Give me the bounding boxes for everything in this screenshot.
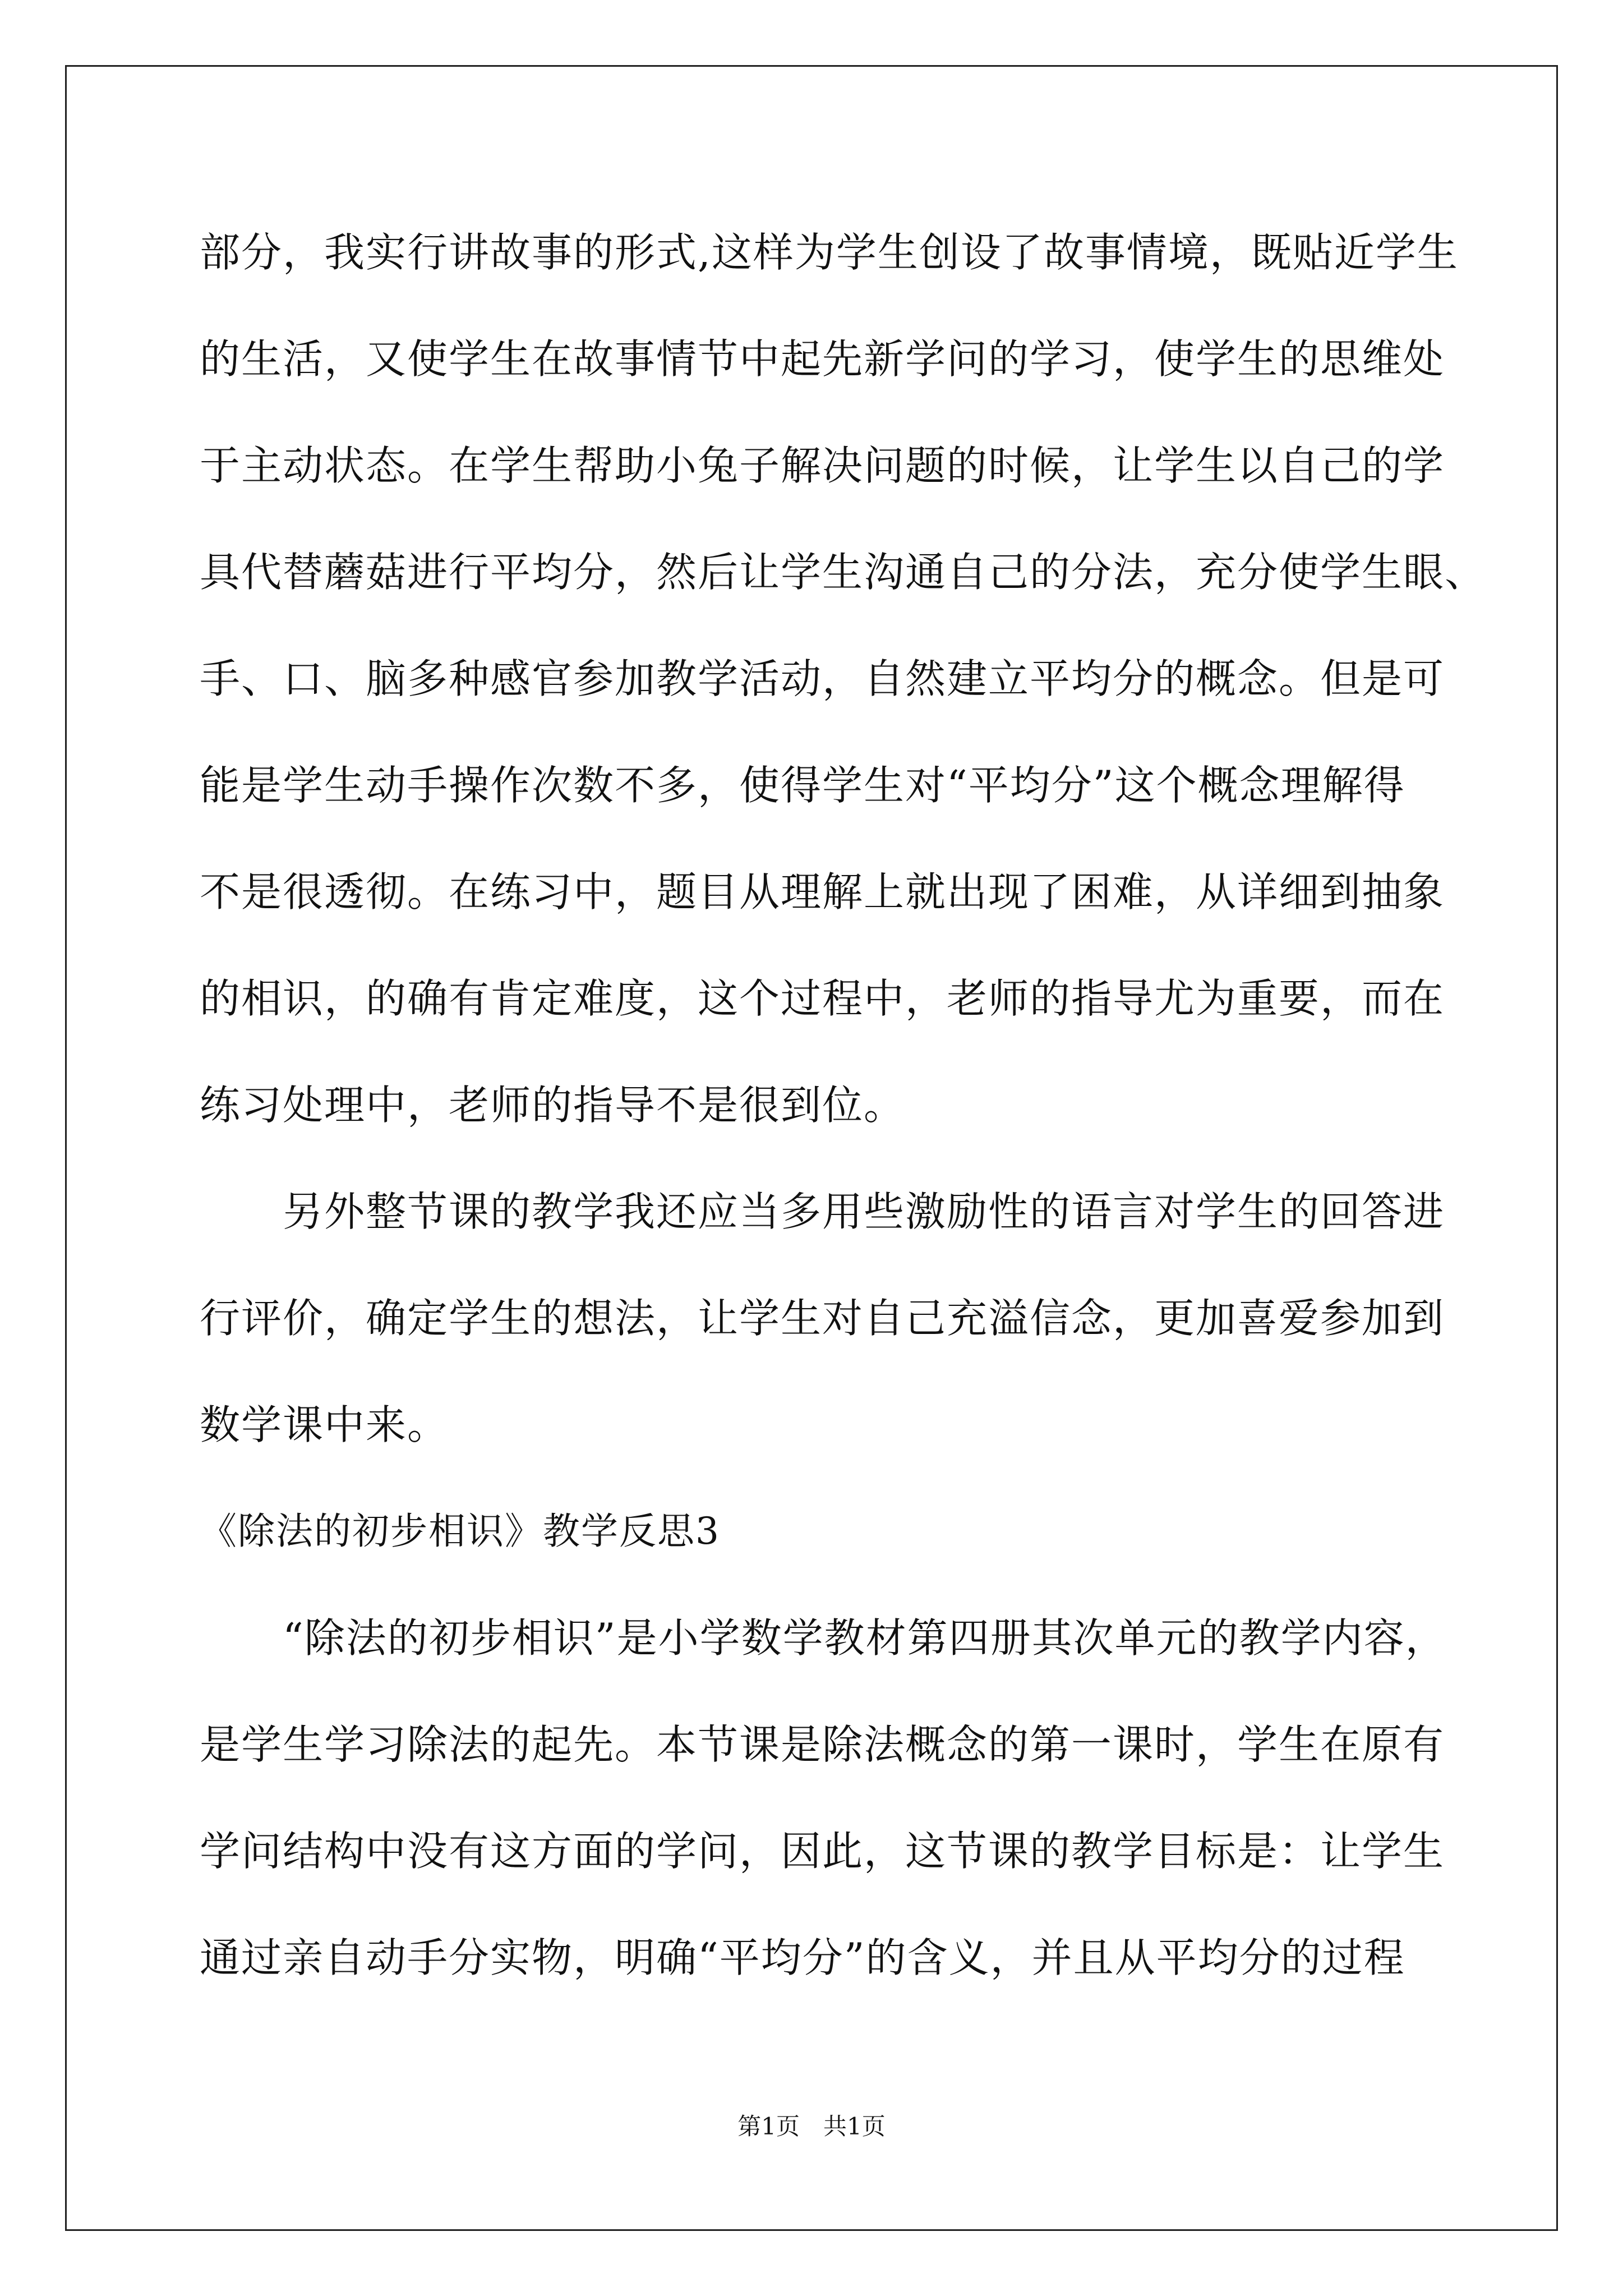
text-line: 具代替蘑菇进行平均分，然后让学生沟通自己的分法，充分使学生眼、 [200,549,1487,596]
text-line: 不是很透彻。在练习中，题目从理解上就出现了困难，从详细到抽象 [200,868,1445,915]
text-line: 练习处理中，老师的指导不是很到位。 [200,1082,906,1129]
text-line: 的相识，的确有肯定难度，这个过程中，老师的指导尤为重要，而在 [200,975,1445,1022]
text-line: 是学生学习除法的起先。本节课是除法概念的第一课时，学生在原有 [200,1721,1445,1768]
text-line: 行评价，确定学生的想法，让学生对自己充溢信念，更加喜爱参加到 [200,1295,1445,1342]
text-line: 另外整节课的教学我还应当多用些激励性的语言对学生的回答进 [200,1188,1445,1235]
page-border [65,65,1558,2231]
text-line: 数学课中来。 [200,1401,449,1448]
text-line: “除法的初步相识”是小学数学教材第四册其次单元的教学内容， [200,1614,1447,1662]
page-footer: 第1页 共1页 [737,2113,886,2140]
text-line: 手、口、脑多种感官参加教学活动，自然建立平均分的概念。但是可 [200,655,1445,702]
text-line: 学问结构中没有这方面的学问，因此，这节课的教学目标是：让学生 [200,1828,1445,1875]
text-line: 能是学生动手操作次数不多，使得学生对“平均分”这个概念理解得 [200,762,1405,809]
text-line: 部分，我实行讲故事的形式,这样为学生创设了故事情境，既贴近学生 [200,229,1459,276]
section-heading: 《除法的初步相识》教学反思3 [200,1510,720,1553]
text-line: 于主动状态。在学生帮助小兔子解决问题的时候，让学生以自己的学 [200,442,1445,489]
text-line: 的生活，又使学生在故事情节中起先新学问的学习，使学生的思维处 [200,335,1445,383]
text-line: 通过亲自动手分实物，明确“平均分”的含义，并且从平均分的过程 [200,1934,1405,1981]
